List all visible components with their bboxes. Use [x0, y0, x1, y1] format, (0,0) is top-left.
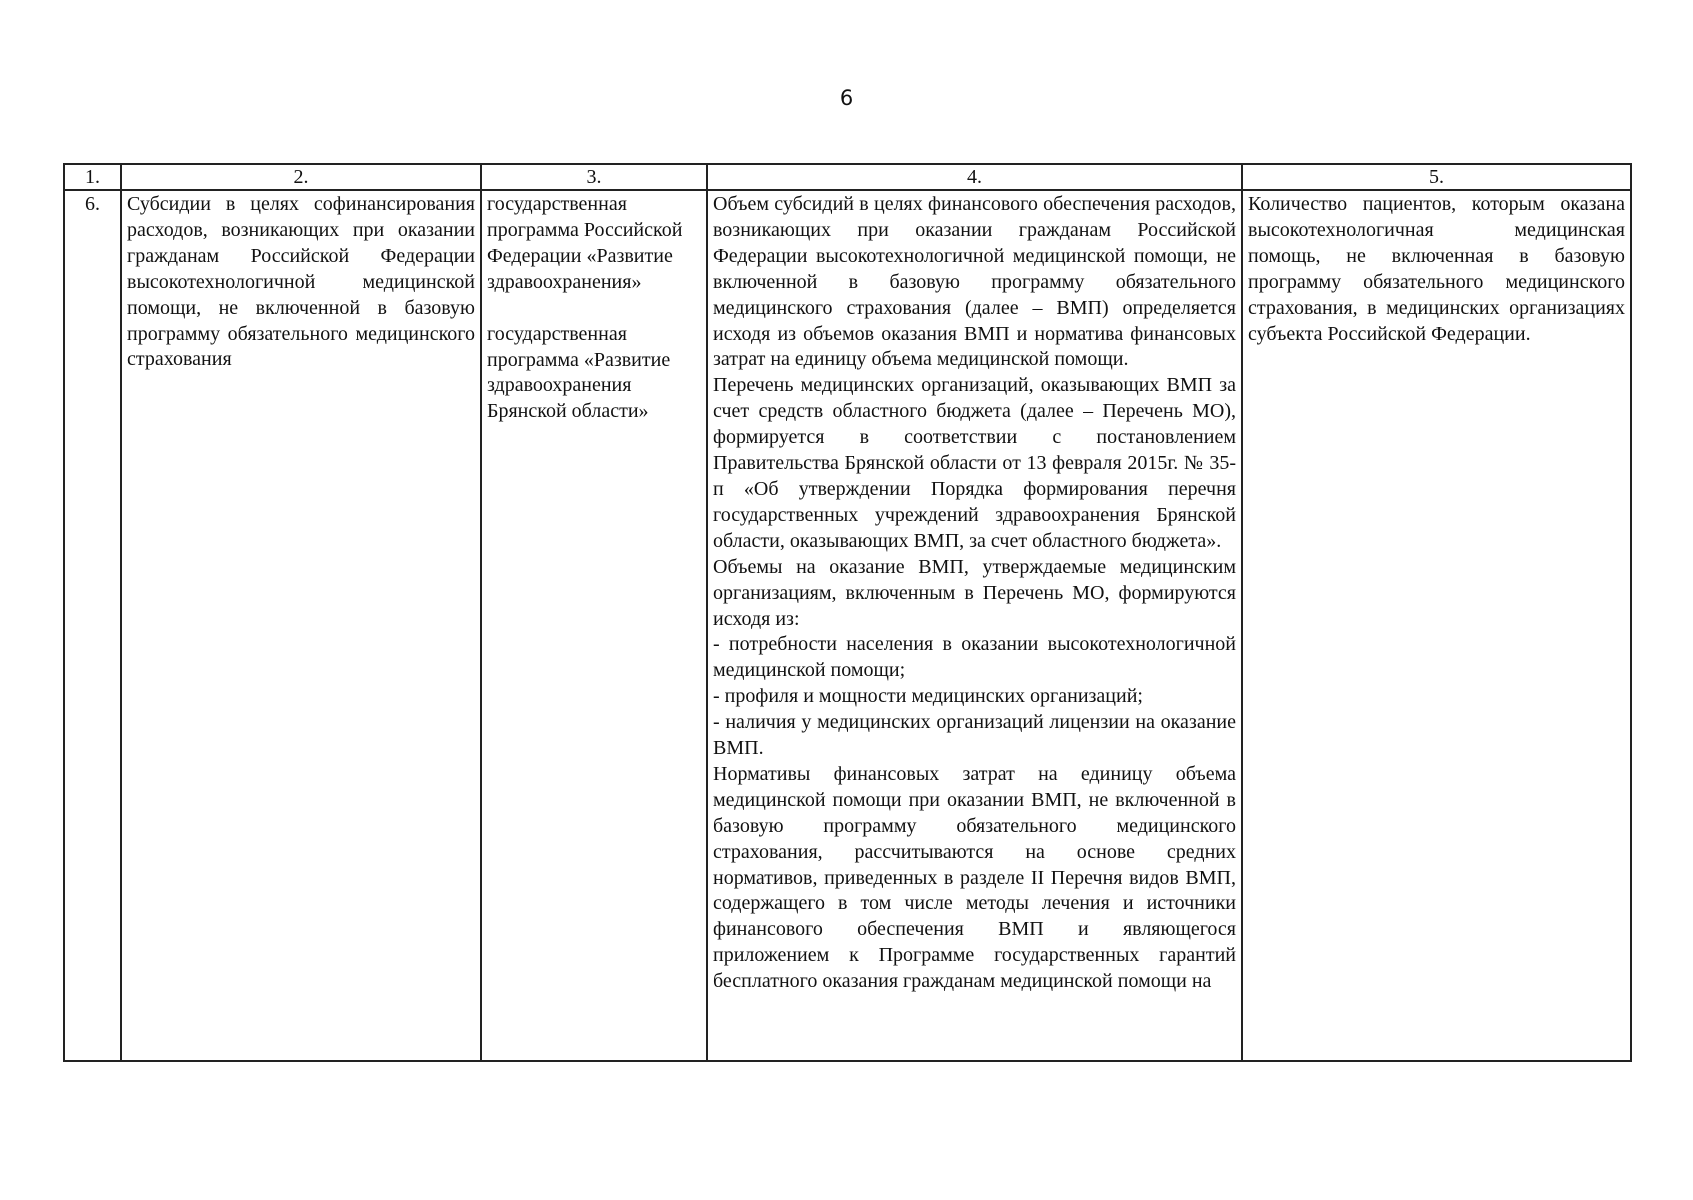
header-col-4: 4.: [707, 164, 1242, 190]
methodology-cell: [707, 190, 1242, 1061]
federal-program-text: государственная программа Российской Федерации «Развитие здравоохранения»: [487, 193, 683, 293]
subsidy-name-text: Субсидии в целях софинансирования расходов, возникающих при оказании гражданам Российской Федерации высокотехнологичной медицинской помощи, не включенной в базовую программу обязательного медицинского страхования: [127, 193, 475, 371]
methodology-bullet-2: - профиля и мощности медицинских организаций;: [713, 685, 1143, 708]
table-row: [64, 190, 1631, 1061]
header-col-2: 2.: [121, 164, 481, 190]
subsidy-name-cell: [121, 190, 481, 1061]
indicator-cell: [1242, 190, 1631, 1061]
indicator-text: Количество пациентов, которым оказана высокотехнологичная медицинская помощь, не включенная в базовую программу обязательного медицинского страхования, в медицинских организациях субъекта Российской Федерации.: [1248, 193, 1625, 345]
program-spacer: [487, 296, 701, 322]
header-col-5: 5.: [1242, 164, 1631, 190]
program-cell: [481, 190, 707, 1061]
header-col-3: 3.: [481, 164, 707, 190]
methodology-paragraph-1: Объем субсидий в целях финансового обеспечения расходов, возникающих при оказании гражданам Российской Федерации высокотехнологичной медицинской помощи, не включенной в базовую программу обязательного медицинского страхования (далее – ВМП) определяется исходя из объемов оказания ВМП и норматива финансовых затрат на единицу объема медицинской помощи.: [713, 193, 1236, 371]
methodology-paragraph-3: Объемы на оказание ВМП, утверждаемые медицинским организациям, включенным в Перечень МО, формируются исходя из:: [713, 555, 1236, 630]
methodology-paragraph-2: Перечень медицинских организаций, оказывающих ВМП за счет средств областного бюджета (далее – Перечень МО), формируется в соответствии с постановлением Правительства Брянской области от 13 февраля 2015г. № 35-п «Об утверждении Порядка формирования перечня государственных учреждений здравоохранения Брянской области, оказывающих ВМП, за счет областного бюджета».: [713, 374, 1236, 552]
methodology-bullet-3: - наличия у медицинских организаций лицензии на оказание ВМП.: [713, 711, 1236, 760]
methodology-bullet-1: - потребности населения в оказании высокотехнологичной медицинской помощи;: [713, 633, 1236, 682]
regional-program-text: государственная программа «Развитие здравоохранения Брянской области»: [487, 322, 671, 423]
table-header-row: [64, 164, 1631, 190]
document-table: [63, 163, 1632, 1062]
row-number: 6.: [64, 190, 121, 1061]
methodology-paragraph-4: Нормативы финансовых затрат на единицу объема медицинской помощи при оказании ВМП, не включенной в базовую программу обязательного медицинского страхования, рассчитываются на основе средних нормативов, приведенных в разделе II Перечня видов ВМП, содержащего в том числе методы лечения и источники финансового обеспечения ВМП и являющегося приложением к Программе государственных гарантий бесплатного оказания гражданам медицинской помощи на: [713, 762, 1236, 993]
header-col-1: 1.: [64, 164, 121, 190]
page-number: 6: [839, 86, 854, 110]
